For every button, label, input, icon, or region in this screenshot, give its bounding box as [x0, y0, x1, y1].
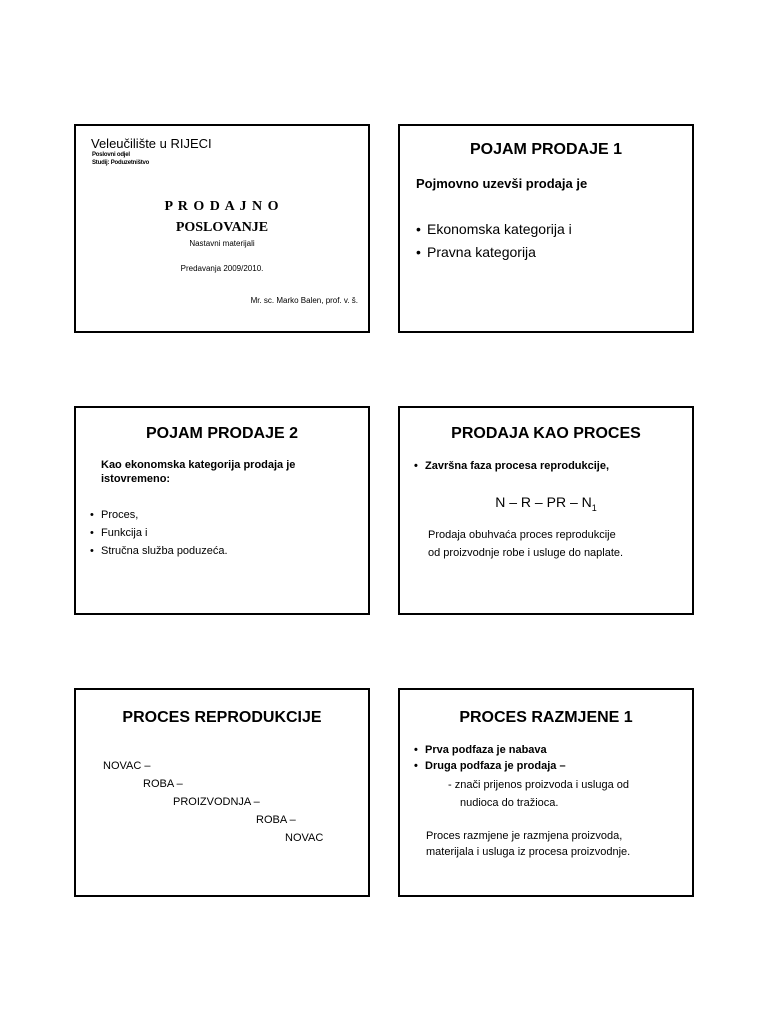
bullet-list [414, 742, 566, 774]
bullet-item: • Pravna kategorija [416, 241, 572, 264]
bullet-item: • Završna faza procesa reprodukcije, [414, 460, 609, 472]
department-line-1: Poslovni odjel [92, 152, 130, 158]
bullet-item: • Druga podfaza je prodaja – [414, 758, 566, 774]
slide-lead-text: Kao ekonomska kategorija prodaja je istovremeno: [101, 459, 296, 485]
sub-point-line: nudioca do tražioca. [460, 797, 559, 809]
slide-2 [398, 124, 694, 333]
process-step: NOVAC [285, 832, 324, 844]
slide-lead-text: Pojmovno uzevši prodaja je [416, 176, 588, 191]
slide-6 [398, 688, 694, 897]
slide-3 [74, 406, 370, 615]
course-subtitle: Nastavni materijali [189, 239, 255, 248]
slide-title: PROCES RAZMJENE 1 [459, 709, 633, 726]
process-step: NOVAC – [103, 760, 151, 772]
bullet-list [416, 218, 572, 264]
slide-paragraph [426, 828, 630, 860]
formula-subscript: 1 [591, 502, 597, 513]
bullet-item: • Funkcija i [90, 524, 228, 542]
sub-point-line: - znači prijenos proizvoda i usluga od [448, 779, 629, 791]
bullet-item: • Proces, [90, 506, 228, 524]
paragraph-line: od proizvodnje robe i usluge do naplate. [428, 547, 624, 559]
paragraph-line: Prodaja obuhvaća proces reprodukcije [428, 529, 616, 541]
process-step: ROBA – [256, 814, 296, 826]
slide-title: PROCES REPRODUKCIJE [122, 709, 322, 726]
reproduction-formula [400, 494, 692, 513]
course-title-line-2: POSLOVANJE [175, 220, 269, 235]
process-step: ROBA – [143, 778, 183, 790]
bullet-item: • Stručna služba poduzeća. [90, 542, 228, 560]
course-title-line-1: P R O D A J N O [164, 199, 280, 214]
paragraph-line: materijala i usluga iz procesa proizvodnje. [426, 846, 631, 858]
formula-main: N – R – PR – N [495, 494, 592, 510]
slide-1-title [74, 124, 370, 333]
process-step: PROIZVODNJA – [173, 796, 260, 808]
slide-5 [74, 688, 370, 897]
institution-name: Veleučilište u RIJECI [91, 136, 212, 151]
slide-4 [398, 406, 694, 615]
slide-title: POJAM PRODAJE 2 [145, 425, 299, 442]
slide-title: POJAM PRODAJE 1 [469, 141, 623, 158]
bullet-item: • Ekonomska kategorija i [416, 218, 572, 241]
bullet-list [414, 460, 609, 472]
author-name: Mr. sc. Marko Balen, prof. v. š. [250, 296, 358, 305]
bullet-item: • Prva podfaza je nabava [414, 742, 566, 758]
slide-title: PRODAJA KAO PROCES [451, 425, 641, 442]
academic-year: Predavanja 2009/2010. [180, 264, 264, 273]
department-line-2: Studij: Poduzetništvo [92, 160, 150, 166]
paragraph-line: Proces razmjene je razmjena proizvoda, [426, 830, 623, 842]
slide-paragraph [428, 526, 623, 562]
bullet-list [90, 506, 228, 560]
